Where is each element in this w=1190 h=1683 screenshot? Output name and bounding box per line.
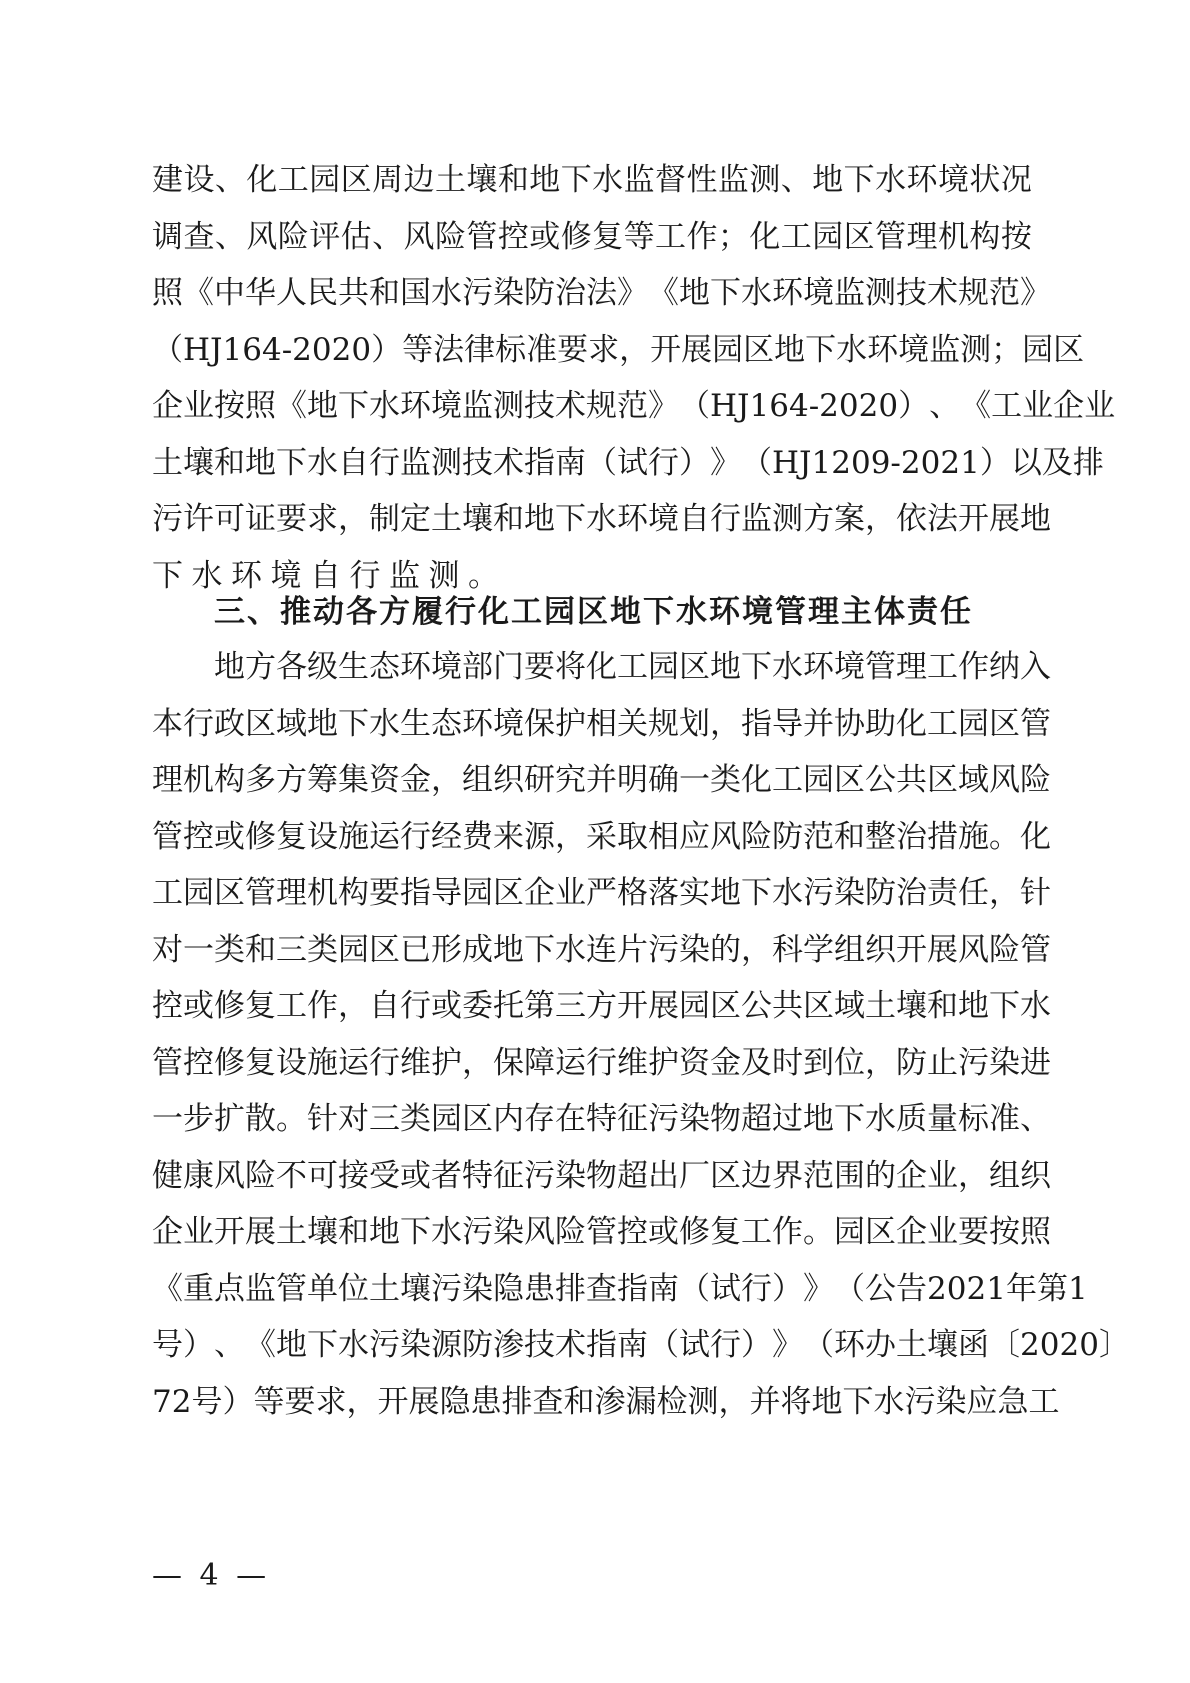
text-line: 企 业 开 展 土 壤 和 地 下 水 污 染 风 险 管 控 或 修 复 工 作 。 园 区 企 业 要 按 照: [152, 1214, 1051, 1250]
text-line: 污 许 可 证 要 求 ， 制 定 土 壤 和 地 下 水 环 境 自 行 监 测 方 案 ， 依 法 开 展 地: [152, 501, 1051, 537]
text-line: 本 行 政 区 域 地 下 水 生 态 环 境 保 护 相 关 规 划 ， 指 导 并 协 助 化 工 园 区 管: [152, 705, 1051, 742]
text-line: 健 康 风 险 不 可 接 受 或 者 特 征 污 染 物 超 出 厂 区 边 界 范 围 的 企 业 ， 组 织: [152, 1157, 1051, 1194]
text-line: （ H J 1 6 4 - 2 0 2 0 ） 等 法 律 标 准 要 求 ， 开 展 园 区 地 下 水 环 境 监 测 ； 园 区: [152, 331, 1085, 368]
text-line: 企 业 按 照 《 地 下 水 环 境 监 测 技 术 规 范 》 （ H J 1 6 4 - 2 0 2 0 ） 、 《 工 业 企 业: [152, 388, 1116, 424]
text-line: 号 ） 、 《 地 下 水 污 染 源 防 渗 技 术 指 南 （ 试 行 ） 》 （ 环 办 土 壤 函 〔 2 0 2 0 〕: [152, 1327, 1130, 1363]
text-line: 《 重 点 监 管 单 位 土 壤 污 染 隐 患 排 查 指 南 （ 试 行 ） 》 （ 公 告 2 0 2 1 年 第 1: [152, 1270, 1088, 1307]
text-line: 工 园 区 管 理 机 构 要 指 导 园 区 企 业 严 格 落 实 地 下 水 污 染 防 治 责 任 ， 针: [152, 875, 1051, 911]
text-line: 管 控 修 复 设 施 运 行 维 护 ， 保 障 运 行 维 护 资 金 及 时 到 位 ， 防 止 污 染 进: [152, 1044, 1051, 1081]
text-line: 对 一 类 和 三 类 园 区 已 形 成 地 下 水 连 片 污 染 的 ， 科 学 组 织 开 展 风 险 管: [152, 931, 1051, 968]
text-line: 管 控 或 修 复 设 施 运 行 经 费 来 源 ， 采 取 相 应 风 险 防 范 和 整 治 措 施 。 化: [152, 818, 1051, 855]
text-line: 调 查 、 风 险 评 估 、 风 险 管 控 或 修 复 等 工 作 ； 化 工 园 区 管 理 机 构 按: [152, 218, 1032, 255]
text-line: 7 2 号 ） 等 要 求 ， 开 展 隐 患 排 查 和 渗 漏 检 测 ， 并 将 地 下 水 污 染 应 急 工: [152, 1383, 1060, 1420]
page-number: — 4 —: [152, 1558, 271, 1593]
text-line: 控 或 修 复 工 作 ， 自 行 或 委 托 第 三 方 开 展 园 区 公 共 区 域 土 壤 和 地 下 水: [152, 988, 1051, 1024]
text-line: 一 步 扩 散 。 针 对 三 类 园 区 内 存 在 特 征 污 染 物 超 过 地 下 水 质 量 标 准 、: [152, 1101, 1051, 1137]
section-heading: 三、推动各方履行化工园区地下水环境管理主体责任: [214, 594, 973, 630]
text-line: 土 壤 和 地 下 水 自 行 监 测 技 术 指 南 （ 试 行 ） 》 （ H J 1 2 0 9 - 2 0 2 1 ） 以 及 排: [152, 444, 1104, 481]
text-line: 理 机 构 多 方 筹 集 资 金 ， 组 织 研 究 并 明 确 一 类 化 工 园 区 公 共 区 域 风 险: [152, 762, 1051, 798]
text-line: 下水环境自行监测。: [152, 557, 508, 594]
text-line: 建 设 、 化 工 园 区 周 边 土 壤 和 地 下 水 监 督 性 监 测 、 地 下 水 环 境 状 况: [152, 162, 1032, 198]
text-line: 地 方 各 级 生 态 环 境 部 门 要 将 化 工 园 区 地 下 水 环 境 管 理 工 作 纳 入: [214, 649, 1051, 685]
text-line: 照 《 中 华 人 民 共 和 国 水 污 染 防 治 法 》 《 地 下 水 环 境 监 测 技 术 规 范 》: [152, 275, 1051, 311]
